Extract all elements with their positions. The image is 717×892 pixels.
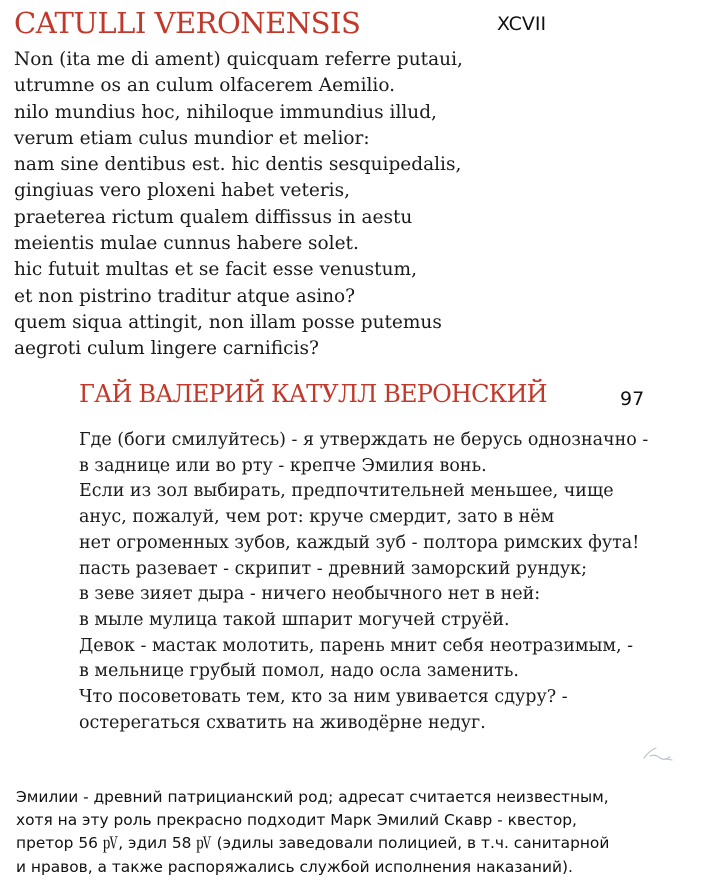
latin-line: utrumne os an culum olfacerem Aemilio. bbox=[14, 75, 396, 97]
russian-title: ГАЙ ВАЛЕРИЙ КАТУЛЛ ВЕРОНСКИЙ bbox=[79, 380, 547, 408]
latin-line: nam sine dentibus est. hic dentis sesquipedalis, bbox=[14, 154, 462, 176]
latin-line: praeterea rictum qualem diffissus in aestu bbox=[14, 206, 413, 228]
signature-mark bbox=[640, 742, 676, 764]
russian-line: в мыле мулица такой шпарит могучей струёй. bbox=[79, 609, 510, 630]
russian-line: Девок - мастак молотить, парень мнит себя неотразимым, - bbox=[79, 635, 634, 656]
russian-line: остерегаться схватить на живодёрне недуг. bbox=[79, 712, 486, 733]
russian-poem bbox=[79, 428, 648, 736]
russian-line: Где (боги смилуйтесь) - я утверждать не берусь однозначно - bbox=[79, 430, 649, 450]
russian-poem-number: 97 bbox=[620, 388, 645, 410]
latin-poem-number: XCVII bbox=[497, 13, 547, 35]
latin-poem bbox=[14, 47, 463, 363]
latin-line: meientis mulae cunnus habere solet. bbox=[14, 233, 359, 255]
russian-line: Если из зол выбирать, предпочтительней меньшее, чище bbox=[79, 481, 614, 502]
footnote-line: и нравов, а также распоряжались службой исполнения наказаний). bbox=[16, 857, 573, 876]
footnote-line: претор 56 ㎴, эдил 58 ㎴ (эдилы заведовали полицией, в т.ч. санитарной bbox=[16, 834, 610, 853]
latin-line: aegroti culum lingere carnificis? bbox=[14, 338, 319, 360]
russian-line: в зеве зияет дыра - ничего необычного нет в ней: bbox=[79, 584, 541, 605]
russian-line: в мельнице грубый помол, надо осла заменить. bbox=[79, 661, 519, 682]
footnote-line: хотя на эту роль прекрасно подходит Марк Эмилий Скавр - квестор, bbox=[16, 811, 577, 830]
footnote bbox=[16, 786, 609, 879]
russian-line: нет огроменных зубов, каждый зуб - полтора римских фута! bbox=[79, 532, 640, 553]
latin-line: nilo mundius hoc, nihiloque immundius illud, bbox=[14, 101, 437, 123]
russian-line: в заднице или во рту - крепче Эмилия вонь. bbox=[79, 455, 487, 476]
russian-line: Что посоветовать тем, кто за ним увивается сдуру? - bbox=[79, 687, 568, 708]
latin-line: verum etiam culus mundior et melior: bbox=[14, 127, 370, 149]
latin-title: CATULLI VERONENSIS bbox=[14, 6, 361, 40]
footnote-line: Эмилии - древний патрицианский род; адресат считается неизвестным, bbox=[16, 788, 609, 806]
russian-line: анус, пожалуй, чем рот: круче смердит, зато в нём bbox=[79, 507, 555, 528]
latin-line: gingiuas vero ploxeni habet veteris, bbox=[14, 180, 350, 202]
latin-line: hic futuit multas et se facit esse venustum, bbox=[14, 259, 417, 281]
russian-line: пасть разевает - скрипит - древний заморский рундук; bbox=[79, 558, 587, 579]
latin-line: et non pistrino traditur atque asino? bbox=[14, 285, 356, 307]
latin-line: Non (ita me di ament) quicquam referre putaui, bbox=[14, 49, 463, 70]
latin-line: quem siqua attingit, non illam posse putemus bbox=[14, 311, 442, 333]
